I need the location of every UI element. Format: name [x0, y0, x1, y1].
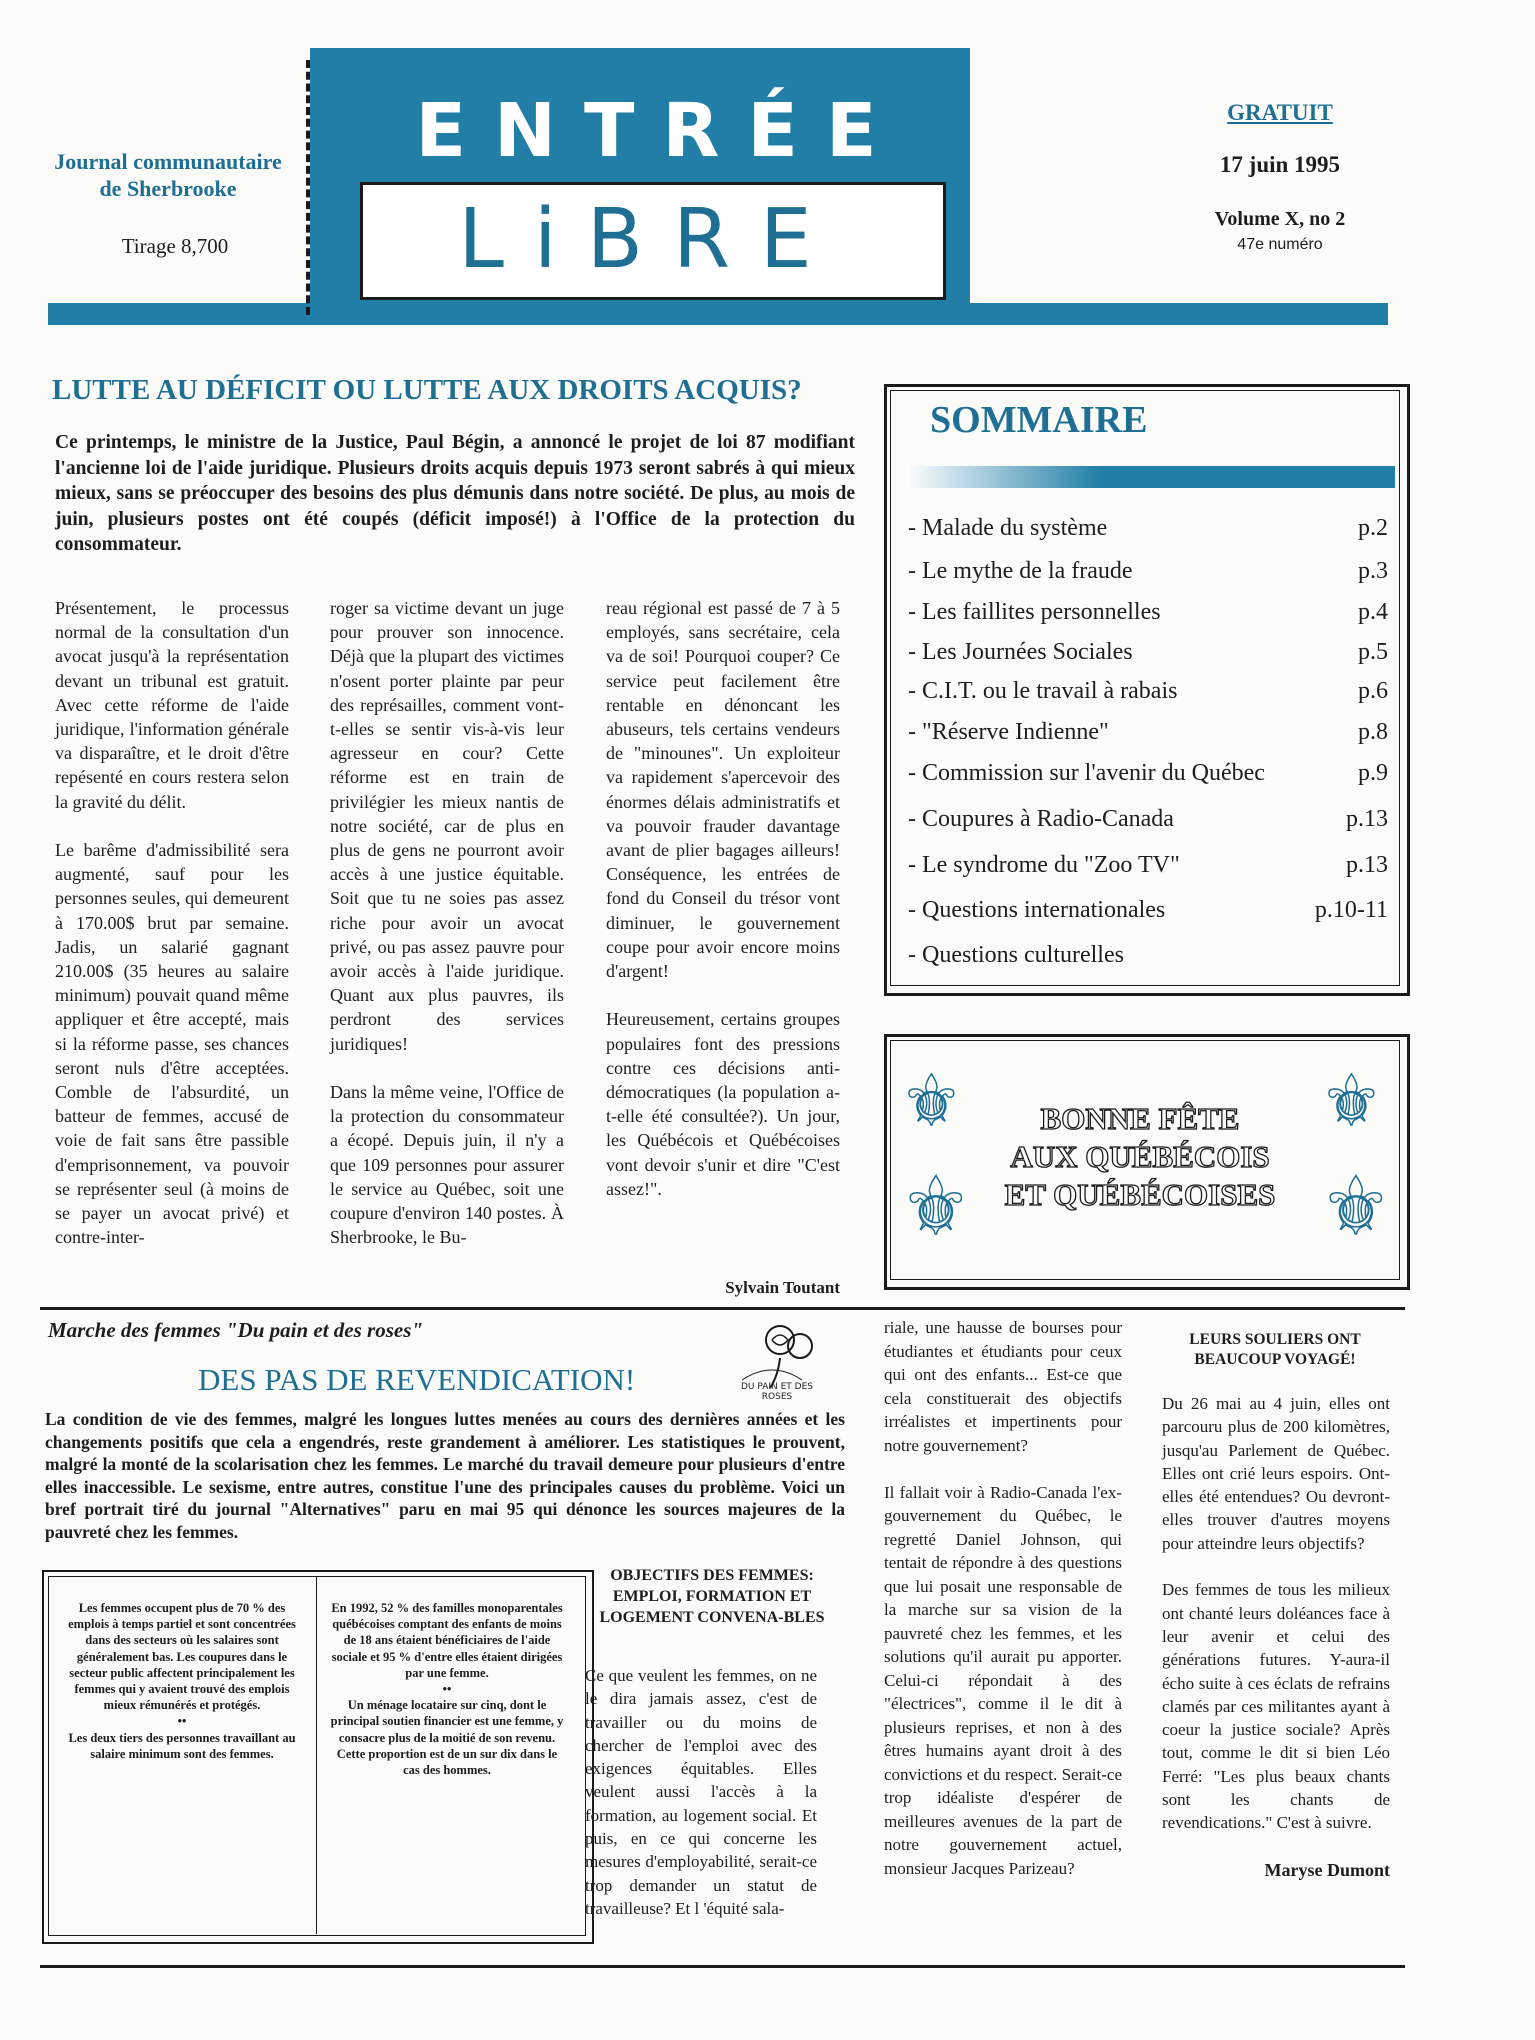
- fete-line-3: ET QUÉBÉCOISES: [1004, 1177, 1276, 1212]
- sommaire-item-label: - Malade du système: [908, 515, 1108, 541]
- sommaire-title: SOMMAIRE: [930, 399, 1148, 441]
- gratuit-label: GRATUIT: [1227, 100, 1333, 125]
- sommaire-item-label: - Coupures à Radio-Canada: [908, 806, 1174, 832]
- sommaire-item-label: - Les Journées Sociales: [908, 639, 1133, 665]
- article1-column-2: roger sa victime devant un juge pour prouver son innocence. Déjà que la plupart des victimes n'osent porter plainte par peur des représailles, comment vont-t-elles se sentir vis-à-vis leur agresseur en cour? Cette réforme est en train de privilégier les mieux nantis de notre société, car de plus en plus de gens ne pourront avoir accès à une justice équitable. Soit que tu ne soies pas assez riche pour avoir un avocat privé, ou pas assez pauvre pour avoir accès à l'aide juridique. Quant aux plus pauvres, ils perdront des services juridiques! Dans la même veine, l'Office de la protection du consommateur a écopé. Depuis juin, il n'y a que 109 personnes pour assurer le service au Québec, soit une coupure d'environ 140 postes. À Sherbrooke, le Bu-: [330, 598, 564, 1248]
- masthead-dashed-edge: [306, 60, 310, 315]
- sommaire-item-label: - Questions internationales: [908, 897, 1166, 923]
- stats-text-1: Les femmes occupent plus de 70 % des emplois à temps partiel et sont concentrées dans des secteurs où les salaires sont généralement bas. Les coupures dans le secteur public affectent principalement les femmes qui y avaient trouvé des emplois mieux rémunérés et protégés. •• Les deux tiers des personnes travaillant au salaire minimum sont des femmes.: [68, 1601, 296, 1761]
- sommaire-item-label: - Le mythe de la fraude: [908, 558, 1133, 584]
- sommaire-item[interactable]: [908, 852, 1388, 879]
- sommaire-item-label: - Questions culturelles: [908, 942, 1124, 968]
- article1-author: Sylvain Toutant: [725, 1278, 840, 1297]
- stats-box-divider: [316, 1576, 317, 1934]
- logo-text: DU PAIN ET DES ROSES: [740, 1382, 813, 1402]
- sommaire-item-label: - Le syndrome du "Zoo TV": [908, 852, 1180, 878]
- sommaire-item-page: p.5: [1358, 639, 1388, 665]
- fleur-de-lis-icon: ⚜: [1320, 1064, 1383, 1141]
- objectifs-title: OBJECTIFS DES FEMMES: EMPLOI, FORMATION ET LOGEMENT CONVENA-BLES: [599, 1567, 825, 1626]
- stats-text-2: En 1992, 52 % des familles monoparentales québécoises comptant des enfants de moins de 18 ans étaient bénéficiaires de l'aide sociale et 95 % d'entre elles étaient dirigées par une femme. •• Un ménage locataire sur cinq, dont le principal soutien financier est une femme, y consacre plus de la moitié de son revenu. Cette proportion est de un sur dix dans le cas des hommes.: [330, 1601, 564, 1778]
- article1-headline: LUTTE AU DÉFICIT OU LUTTE AUX DROITS ACQUIS?: [52, 374, 802, 406]
- sommaire-bar: [905, 466, 1395, 488]
- article2-headline: DES PAS DE REVENDICATION!: [198, 1362, 636, 1397]
- fete-line-1: BONNE FÊTE: [1040, 1101, 1240, 1136]
- sommaire-item-page: p.4: [1358, 599, 1388, 625]
- sommaire-item[interactable]: [908, 599, 1388, 626]
- masthead-title-top: ENTRÉE: [415, 88, 905, 174]
- sommaire-item-label: - "Réserve Indienne": [908, 719, 1109, 745]
- sommaire-item-page: p.13: [1346, 852, 1388, 878]
- sommaire-item[interactable]: [908, 897, 1388, 924]
- journal-subtitle: Journal communautaire de Sherbrooke: [54, 149, 282, 201]
- sommaire-item-label: - Les faillites personnelles: [908, 599, 1161, 625]
- pain-et-roses-logo: [720, 1318, 830, 1408]
- sommaire-item-page: p.8: [1358, 719, 1388, 745]
- sommaire-item[interactable]: [908, 719, 1388, 746]
- sommaire-item-page: p.9: [1358, 760, 1388, 786]
- fete-line-2: AUX QUÉBÉCOIS: [1010, 1139, 1270, 1174]
- article2-lede: La condition de vie des femmes, malgré les longues luttes menées au cours des dernières années et les changements positifs que cela a engendrés, reste grandement à améliorer. Les statistiques le prouvent, malgré la monté de la scolarisation chez les femmes. Le marché du travail demeure pour plusieurs d'entre elles inaccessible. Le sexisme, entre autres, constitue l'une des principales causes du problème. Voici un bref portrait tiré du journal "Alternatives" paru en mai 95 qui dénonce les sources majeures de la pauvreté chez les femmes.: [45, 1409, 845, 1542]
- sommaire-item-label: - C.I.T. ou le travail à rabais: [908, 678, 1178, 704]
- article1-column-1: Présentement, le processus normal de la consultation d'un avocat jusqu'à la représentation devant un tribunal est gratuit. Avec cette réforme de l'aide juridique, l'information générale va disparaître, et le droit d'être repésenté en cours restera selon la gravité du délit. Le barême d'admissibilité sera augmenté, sauf pour les personnes seules, qui demeurent à 170.00$ brut par semaine. Jadis, un salarié gagnant 210.00$ (35 heures au salaire minimum) pouvait quand même appliquer et être accepté, mais si la réforme passe, ses chances seront nuls d'être acceptées. Comble de l'absurdité, un batteur de femmes, accusé de voie de fait sans être passible d'emprisonnement, va pouvoir se représenter seul (à moins de se payer un avocat privé) et contre-inter-: [55, 598, 289, 1248]
- masthead-bar: [48, 303, 1388, 325]
- sommaire-item[interactable]: [908, 760, 1388, 787]
- article1-column-3: reau régional est passé de 7 à 5 employés, sans secrétaire, cela va de soi! Pourquoi couper? Ce service peut facilement être rentable en dénoncant les abuseurs, tels certains vendeurs de "minounes". Un exploiteur va rapidement s'apercevoir des énormes délais administratifs et va pouvoir frauder davantage avant de plier bagages ailleurs! Conséquence, les entrées de fond du Conseil du trésor vont diminuer, le gouvernement coupe pour avoir encore moins d'argent! Heureusement, certains groupes populaires font des pressions contre ces décisions anti-démocratiques (la population a-t-elle été consultée?). Un jour, les Québécois et Québécoises vont devoir s'unir et dire "C'est assez!".: [606, 598, 840, 1199]
- sommaire-item-page: p.3: [1358, 558, 1388, 584]
- article2-column-4: riale, une hausse de bourses pour étudiantes et étudiants pour ceux qui ont des enfants... Est-ce que cela constituerait des objectifs irréalistes et impertinents pour notre gouvernement? Il fallait voir à Radio-Canada l'ex-gouvernement du Québec, le regretté Daniel Johnson, qui tentait de répondre à des questions que lui posait une responsable de la marche sur sa vision de la pauvreté chez les femmes, et les solutions qu'il aurait pu apporter. Celui-ci répondait à des "électrices", comme il le dit à plusieurs reprises, et non à des êtres humains ayant droit à des convictions et du respect. Serait-ce trop idéaliste d'espérer de meilleures avenues de la part de notre gouvernement actuel, monsieur Jacques Parizeau?: [884, 1318, 1122, 1878]
- article2-kicker: Marche des femmes "Du pain et des roses": [48, 1318, 424, 1342]
- volume-label: Volume X, no 2: [1214, 208, 1346, 230]
- fleur-de-lis-icon: ⚜: [900, 1164, 972, 1252]
- sommaire-item-page: p.2: [1358, 515, 1388, 541]
- fleur-de-lis-icon: ⚜: [900, 1064, 963, 1141]
- article2-author: Maryse Dumont: [1264, 1860, 1390, 1880]
- tirage: Tirage 8,700: [121, 234, 229, 258]
- sommaire-item[interactable]: [908, 515, 1388, 542]
- sommaire-item[interactable]: [908, 558, 1388, 585]
- sommaire-item[interactable]: [908, 942, 1388, 969]
- bottom-rule: [40, 1965, 1405, 1968]
- fleur-de-lis-icon: ⚜: [1320, 1164, 1392, 1252]
- souliers-text: Du 26 mai au 4 juin, elles ont parcouru plus de 200 kilomètres, jusqu'au Parlement de Québec. Elles ont crié leurs espoirs. Ont-elles été entendues? Ou devront-elles trouver d'autres moyens pour atteindre leurs objectifs? Des femmes de tous les milieux ont chanté leurs doléances face à leur avenir et celui des générations futures. Y-aura-il écho suite à ces éclats de refrains clamés par ces militantes ayant à coeur la justice sociale? Après tout, comme le dit si bien Léo Ferré: "Les plus beaux chants sont les chants de revendications." C'est à suivre.: [1162, 1394, 1390, 1833]
- sommaire-item-label: - Commission sur l'avenir du Québec: [908, 760, 1265, 786]
- sommaire-item-page: p.6: [1358, 678, 1388, 704]
- sommaire-item-page: p.13: [1346, 806, 1388, 832]
- sommaire-item[interactable]: [908, 639, 1388, 666]
- masthead-title-bottom: LiBRE: [458, 192, 842, 287]
- souliers-title: LEURS SOULIERS ONT BEAUCOUP VOYAGÉ!: [1189, 1331, 1361, 1368]
- sommaire-item[interactable]: [908, 678, 1388, 705]
- section-divider: [40, 1307, 1405, 1310]
- issue-date: 17 juin 1995: [1219, 152, 1341, 177]
- sommaire-item-page: p.10-11: [1314, 897, 1388, 923]
- article1-lede: Ce printemps, le ministre de la Justice, Paul Bégin, a annoncé le projet de loi 87 modifiant l'ancienne loi de l'aide juridique. Plusieurs droits acquis depuis 1973 seront sabrés à qui mieux mieux, sans se préoccuper des besoins des plus démunis dans notre société. De plus, au mois de juin, plusieurs postes ont été coupés (déficit imposé!) à l'Office de la protection du consommateur.: [55, 432, 855, 555]
- objectifs-text: Ce que veulent les femmes, on ne le dira jamais assez, c'est de travailler ou du moins de chercher de l'emploi avec des exigences équitables. Elles veulent aussi l'accès à la formation, au logement social. Et puis, en ce qui concerne les mesures d'employabilité, serait-ce trop demander un statut de travailleuse? Et l 'équité sala-: [585, 1666, 817, 1918]
- sommaire-item[interactable]: [908, 806, 1388, 833]
- numero-label: 47e numéro: [1237, 236, 1323, 253]
